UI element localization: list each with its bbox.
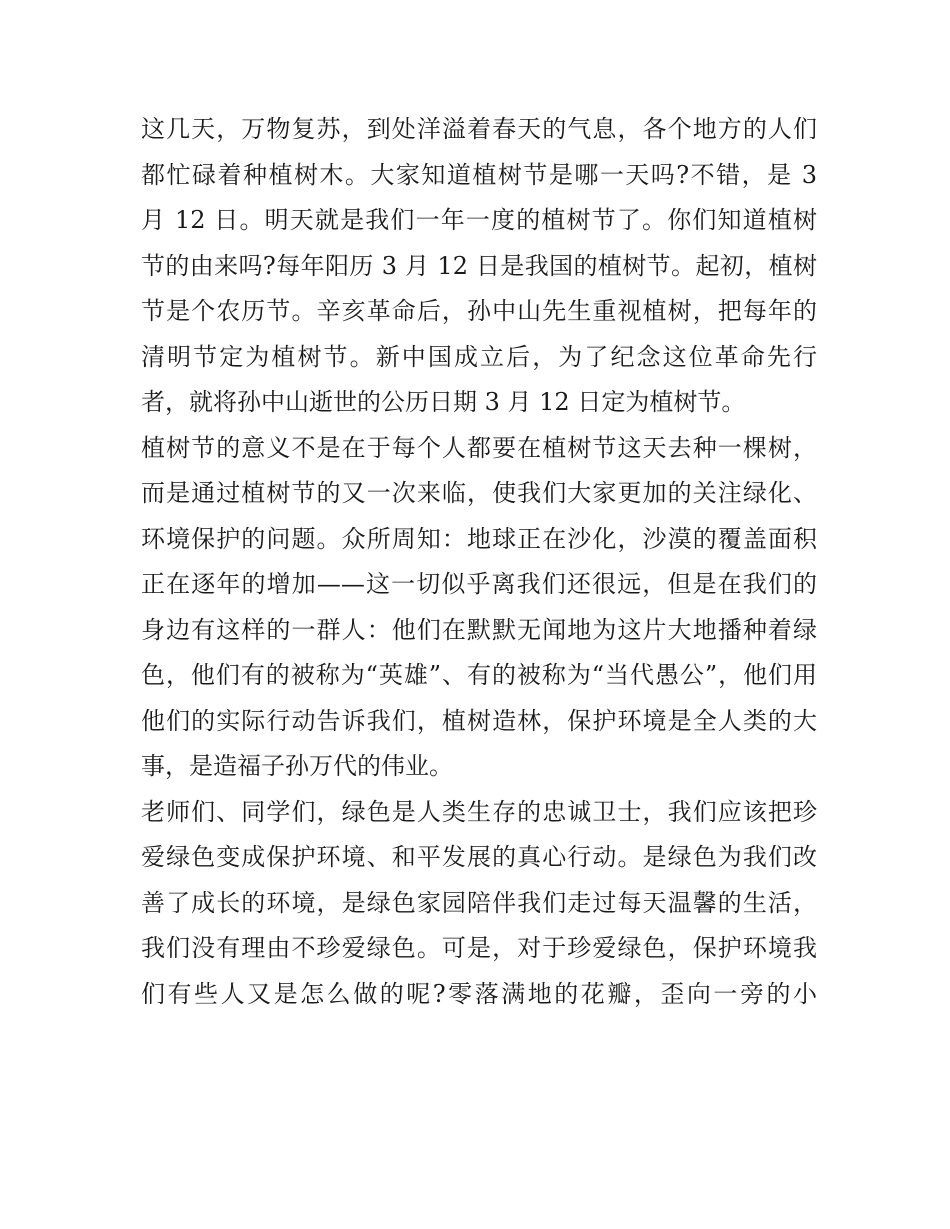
text-line: 事，是造福子孙万代的伟业。 xyxy=(141,752,453,780)
text-line: 色，他们有的被称为“英雄”、有的被称为“当代愚公”，他们用 xyxy=(141,661,817,689)
text-line: 环境保护的问题。众所周知：地球正在沙化，沙漠的覆盖面积 xyxy=(141,524,817,553)
paragraph-2 xyxy=(141,426,817,790)
text-line: 节是个农历节。辛亥革命后，孙中山先生重视植树，把每年的 xyxy=(141,297,817,325)
text-line: 这几天，万物复苏，到处洋溢着春天的气息，各个地方的人们 xyxy=(141,115,817,143)
text-line: 者，就将孙中山逝世的公历日期 3 月 12 日定为植树节。 xyxy=(141,388,746,416)
document-body xyxy=(141,107,817,1017)
text-line: 善了成长的环境，是绿色家园陪伴我们走过每天温馨的生活， xyxy=(141,888,817,917)
text-line: 我们没有理由不珍爱绿色。可是，对于珍爱绿色，保护环境我 xyxy=(141,934,817,962)
text-line: 爱绿色变成保护环境、和平发展的真心行动。是绿色为我们改 xyxy=(141,843,817,871)
text-line: 清明节定为植树节。新中国成立后，为了纪念这位革命先行 xyxy=(141,342,817,371)
text-line: 正在逐年的增加——这一切似乎离我们还很远，但是在我们的 xyxy=(141,570,817,598)
text-line: 们有些人又是怎么做的呢?零落满地的花瓣，歪向一旁的小 xyxy=(141,979,817,1008)
paragraph-1 xyxy=(141,107,817,426)
text-line: 而是通过植树节的又一次来临，使我们大家更加的关注绿化、 xyxy=(141,479,817,507)
text-line: 身边有这样的一群人：他们在默默无闻地为这片大地播种着绿 xyxy=(141,615,817,644)
text-line: 老师们、同学们，绿色是人类生存的忠诚卫士，我们应该把珍 xyxy=(141,797,817,826)
text-line: 他们的实际行动告诉我们，植树造林，保护环境是全人类的大 xyxy=(141,706,817,735)
text-line: 都忙碌着种植树木。大家知道植树节是哪一天吗?不错，是 3 xyxy=(141,160,817,189)
text-line: 月 12 日。明天就是我们一年一度的植树节了。你们知道植树 xyxy=(141,206,817,234)
text-line: 植树节的意义不是在于每个人都要在植树节这天去种一棵树， xyxy=(141,433,817,462)
paragraph-3 xyxy=(141,790,817,1018)
text-line: 节的由来吗?每年阳历 3 月 12 日是我国的植树节。起初，植树 xyxy=(141,251,817,280)
